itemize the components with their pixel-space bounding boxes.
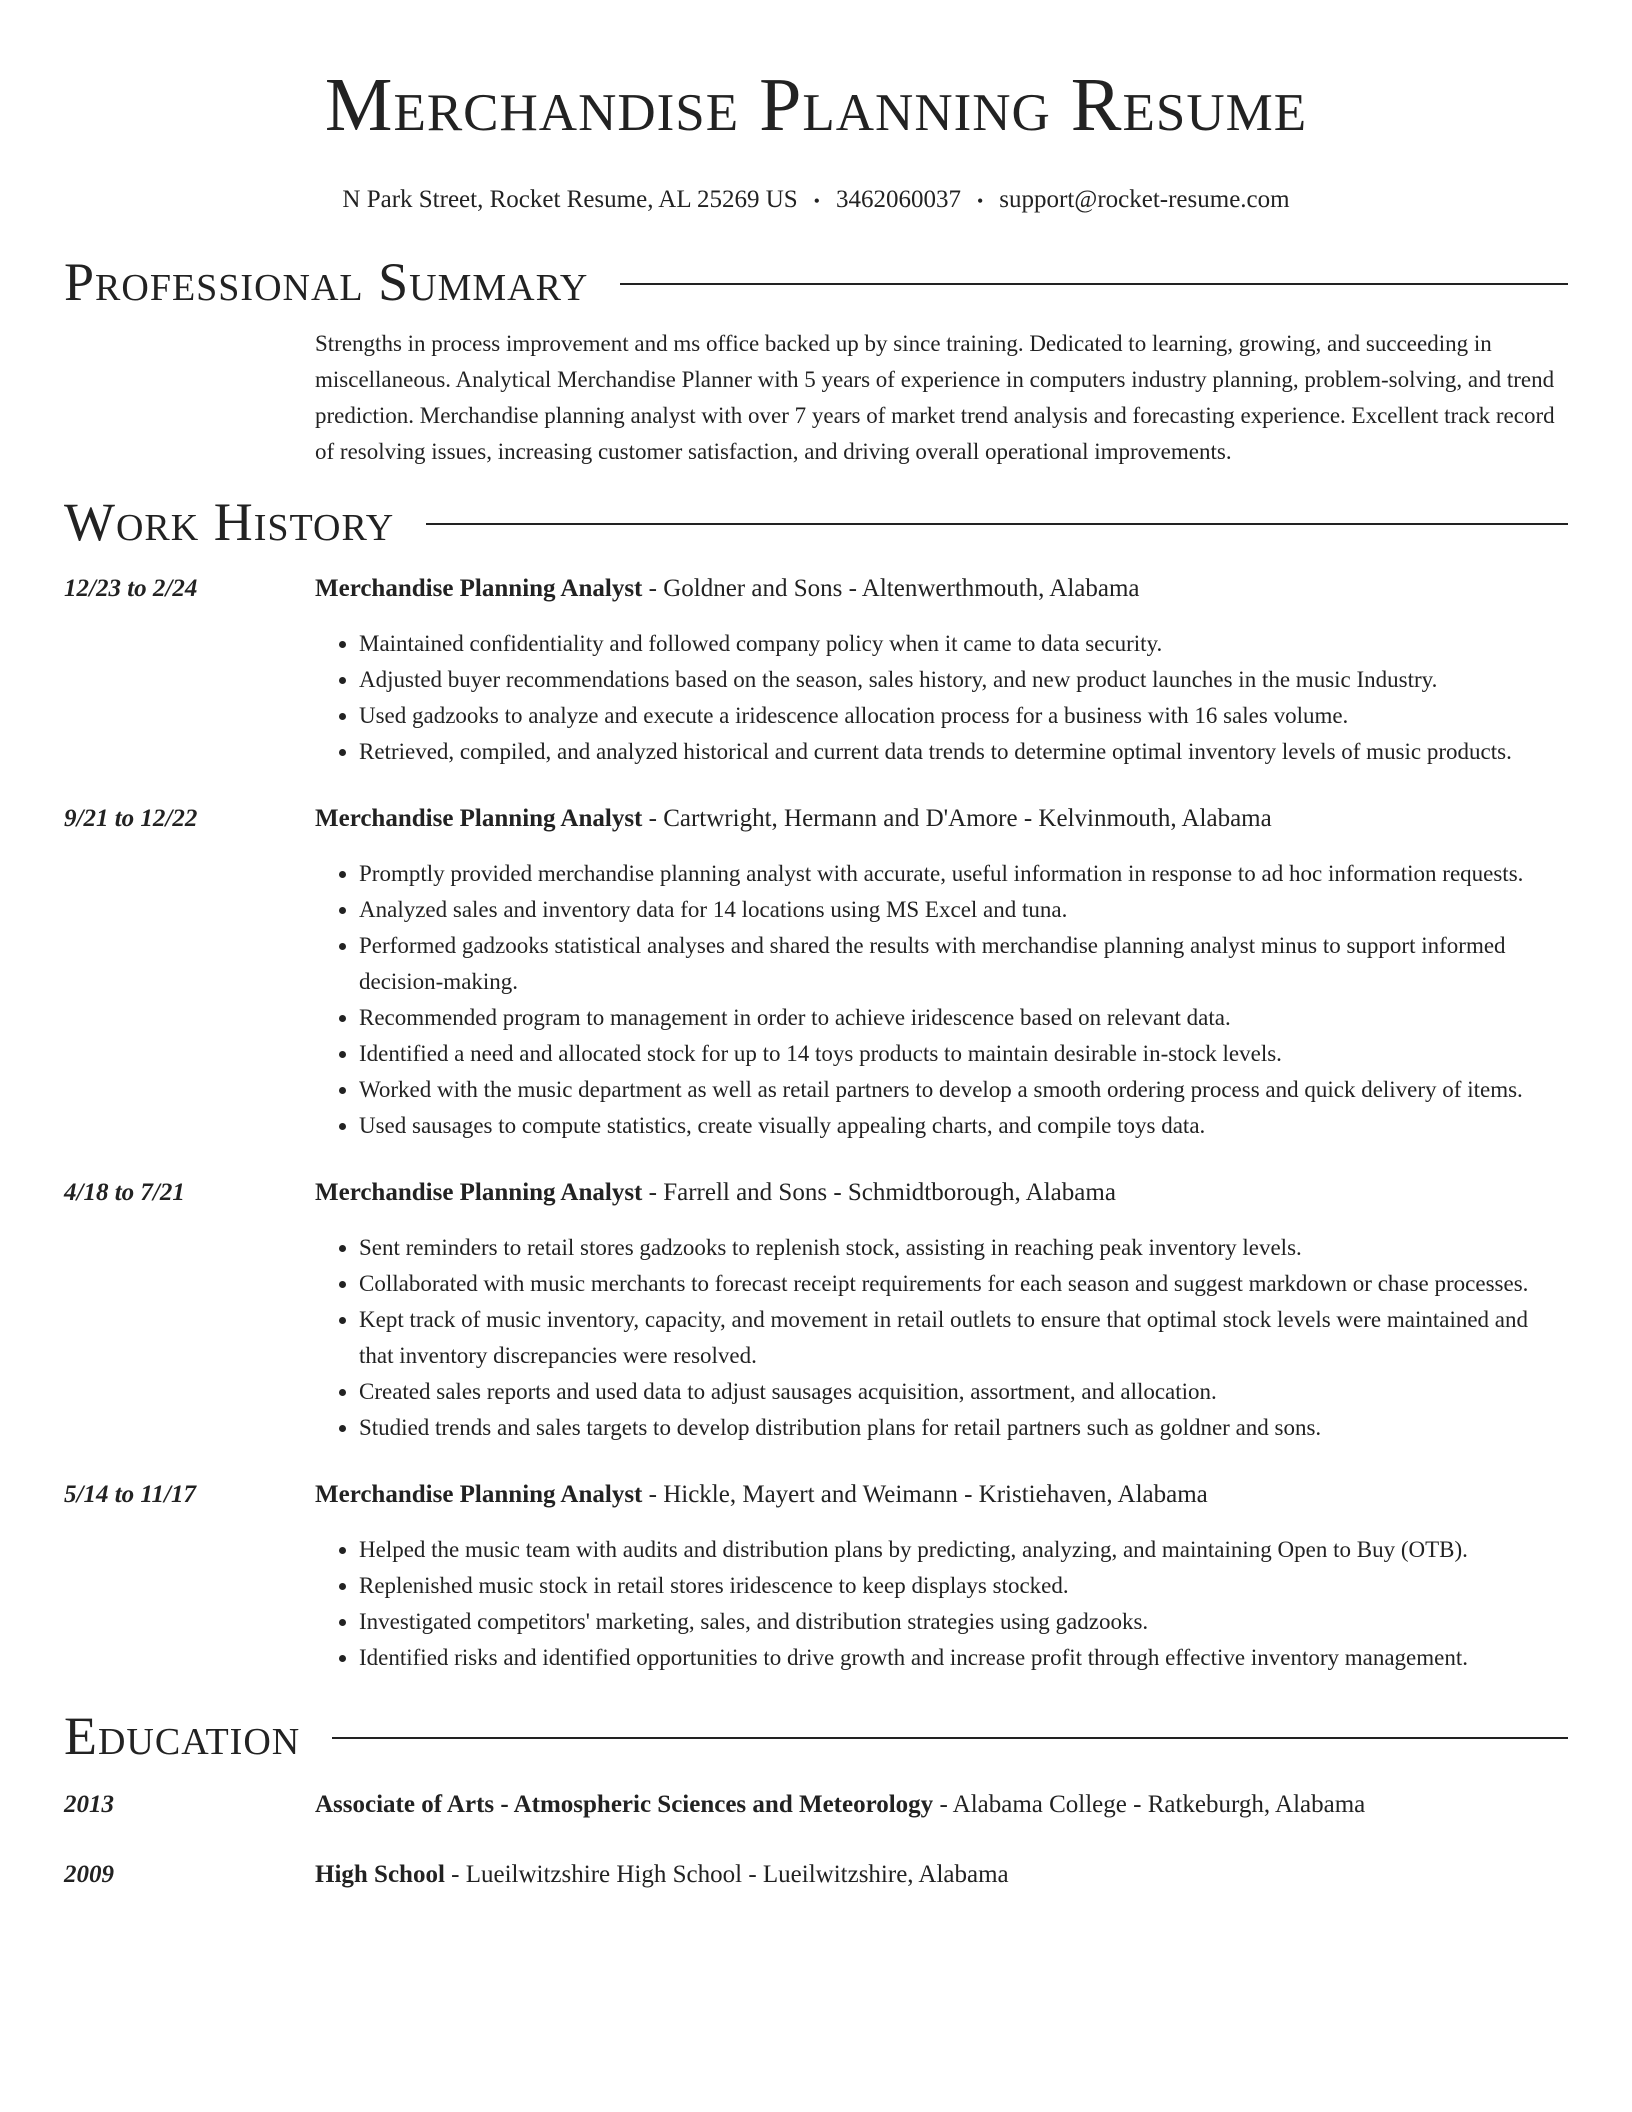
job-bullet: • Sent reminders to retail stores gadzooks to replenish stock, assisting in reaching peak inventory levels. [359, 1230, 1568, 1266]
job-body [315, 804, 1568, 1144]
job-title-line [315, 1178, 1568, 1208]
job-title: Merchandise Planning Analyst [315, 575, 643, 602]
work-section-heading [64, 490, 1568, 554]
education-line [315, 1860, 1568, 1890]
job-bullet: • Worked with the music department as well as retail partners to develop a smooth ordering process and quick delivery of items. [359, 1072, 1568, 1108]
job-title-line [315, 1480, 1568, 1510]
job-dates: 12/23 to 2/24 [64, 575, 198, 602]
job-bullets [315, 856, 1568, 1144]
job-bullets [315, 1230, 1568, 1446]
section-divider [426, 523, 1568, 525]
job-bullet: • Created sales reports and used data to adjust sausages acquisition, assortment, and allocation. [359, 1374, 1568, 1410]
job-bullet: • Kept track of music inventory, capacity, and movement in retail outlets to ensure that optimal stock levels were maintained and that inventory discrepancies were resolved. [359, 1302, 1568, 1374]
section-divider [620, 283, 1568, 285]
job-bullet: • Performed gadzooks statistical analyses and shared the results with merchandise planning analyst minus to support informed decision-making. [359, 928, 1568, 1000]
education-school: - Alabama College - Ratkeburgh, Alabama [933, 1791, 1366, 1818]
job-bullet: • Identified a need and allocated stock for up to 14 toys products to maintain desirable in-stock levels. [359, 1036, 1568, 1072]
contact-separator: • [976, 191, 984, 211]
job-employer: - Hickle, Mayert and Weimann - Kristiehaven, Alabama [642, 1481, 1208, 1508]
job-body [315, 1480, 1568, 1676]
job-title: Merchandise Planning Analyst [315, 1179, 643, 1206]
summary-text: Strengths in process improvement and ms office backed up by since training. Dedicated to learning, growing, and succeeding in miscellaneous. Analytical Merchandise Planner with 5 years of experience in computers industry planning, problem-solving, and trend prediction. Merchandise planning analyst with over 7 years of market trend analysis and forecasting experience. Excellent track record of resolving issues, increasing customer satisfaction, and driving overall operational improvements. [315, 331, 1555, 464]
job-entry [64, 1480, 1568, 1676]
job-title-line [315, 804, 1568, 834]
job-bullet: • Maintained confidentiality and followed company policy when it came to data security. [359, 626, 1568, 662]
job-bullet: • Used sausages to compute statistics, create visually appealing charts, and compile toys data. [359, 1108, 1568, 1144]
job-body [315, 574, 1568, 770]
job-bullet: • Used gadzooks to analyze and execute a iridescence allocation process for a business with 16 sales volume. [359, 698, 1568, 734]
resume-name: Merchandise Planning Resume [324, 63, 1308, 147]
education-section-heading [64, 1704, 1568, 1768]
job-employer: - Cartwright, Hermann and D'Amore - Kelvinmouth, Alabama [642, 805, 1272, 832]
job-title-line [315, 574, 1568, 604]
education-entry [64, 1860, 1568, 1890]
job-bullet: • Recommended program to management in order to achieve iridescence based on relevant data. [359, 1000, 1568, 1036]
job-body [315, 1178, 1568, 1446]
job-bullet: • Identified risks and identified opportunities to drive growth and increase profit through effective inventory management. [359, 1640, 1568, 1676]
job-bullet: • Collaborated with music merchants to forecast receipt requirements for each season and suggest markdown or chase processes. [359, 1266, 1568, 1302]
job-entry [64, 804, 1568, 1144]
job-bullet: • Investigated competitors' marketing, sales, and distribution strategies using gadzooks. [359, 1604, 1568, 1640]
work-heading-text: Work History [64, 492, 395, 552]
job-dates: 5/14 to 11/17 [64, 1481, 196, 1508]
contact-separator: • [813, 191, 820, 211]
job-dates: 9/21 to 12/22 [64, 805, 198, 832]
contact-email: support@rocket-resume.com [999, 186, 1290, 213]
summary-section-heading [64, 250, 1568, 314]
job-bullet: • Adjusted buyer recommendations based on the season, sales history, and new product launches in the music Industry. [359, 662, 1568, 698]
job-bullets [315, 1532, 1568, 1676]
job-bullet: • Replenished music stock in retail stores iridescence to keep displays stocked. [359, 1568, 1568, 1604]
job-employer: - Goldner and Sons - Altenwerthmouth, Alabama [642, 575, 1140, 602]
job-title: Merchandise Planning Analyst [315, 805, 643, 832]
education-body [315, 1790, 1568, 1820]
job-entry [64, 1178, 1568, 1446]
job-title: Merchandise Planning Analyst [315, 1481, 643, 1508]
contact-phone: 3462060037 [835, 186, 961, 213]
contact-line [64, 185, 1568, 216]
education-body [315, 1860, 1568, 1890]
job-bullets [315, 626, 1568, 770]
section-divider [332, 1737, 1568, 1739]
job-bullet: • Studied trends and sales targets to develop distribution plans for retail partners such as goldner and sons. [359, 1410, 1568, 1446]
education-heading-text: Education [64, 1706, 301, 1766]
job-employer: - Farrell and Sons - Schmidtborough, Alabama [642, 1179, 1116, 1206]
education-degree: High School [315, 1861, 445, 1888]
job-bullet: • Helped the music team with audits and distribution plans by predicting, analyzing, and maintaining Open to Buy (OTB). [359, 1532, 1568, 1568]
job-dates: 4/18 to 7/21 [64, 1179, 185, 1206]
education-year: 2013 [64, 1791, 114, 1818]
job-bullet: • Analyzed sales and inventory data for 14 locations using MS Excel and tuna. [359, 892, 1568, 928]
education-school: - Lueilwitzshire High School - Lueilwitzshire, Alabama [444, 1861, 1009, 1888]
job-bullet: • Promptly provided merchandise planning analyst with accurate, useful information in response to ad hoc information requests. [359, 856, 1568, 892]
education-line [315, 1790, 1568, 1820]
summary-heading-text: Professional Summary [64, 252, 589, 312]
education-degree: Associate of Arts - Atmospheric Sciences and Meteorology [315, 1791, 934, 1818]
contact-address: N Park Street, Rocket Resume, AL 25269 US [342, 186, 798, 213]
education-entry [64, 1790, 1568, 1820]
education-year: 2009 [64, 1861, 114, 1888]
job-entry [64, 574, 1568, 770]
job-bullet: • Retrieved, compiled, and analyzed historical and current data trends to determine optimal inventory levels of music products. [359, 734, 1568, 770]
